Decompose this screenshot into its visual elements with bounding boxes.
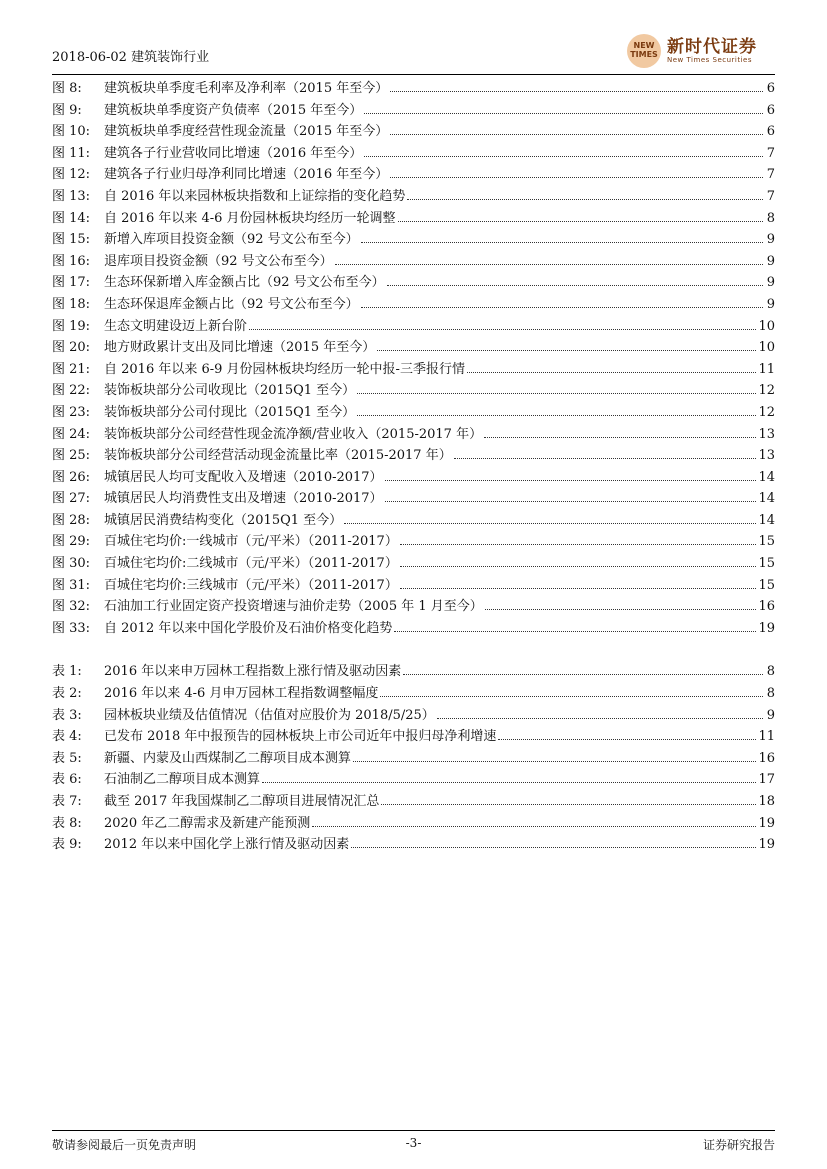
toc-entry-label: 图 30: — [52, 556, 91, 572]
toc-entry-label: 图 13: — [52, 188, 91, 204]
toc-leader-dots — [335, 264, 763, 265]
toc-figure-item[interactable] — [52, 272, 775, 294]
toc-entry-title: 装饰板块部分公司付现比（2015Q1 至今） — [104, 404, 356, 420]
toc-entry-page: 10 — [758, 340, 775, 356]
toc-entry-title: 装饰板块部分公司经营性现金流净额/营业收入（2015-2017 年） — [104, 426, 483, 442]
toc-entry-title: 装饰板块部分公司收现比（2015Q1 至今） — [104, 383, 356, 399]
toc-leader-dots — [485, 609, 757, 610]
toc-figure-item[interactable] — [52, 316, 775, 338]
toc-figure-item[interactable] — [52, 445, 775, 467]
toc-entry-page: 14 — [758, 469, 775, 485]
header-industry: 建筑装饰行业 — [131, 50, 210, 65]
toc-entry-title: 装饰板块部分公司经营活动现金流量比率（2015-2017 年） — [104, 448, 452, 464]
toc-figure-item[interactable] — [52, 575, 775, 597]
toc-figure-item[interactable] — [52, 186, 775, 208]
toc-leader-dots — [361, 307, 763, 308]
toc-entry-label: 图 14: — [52, 210, 91, 226]
toc-entry-title: 生态环保退库金额占比（92 号文公布至今） — [104, 296, 359, 312]
toc-entry-page: 12 — [758, 383, 775, 399]
toc-entry-title: 生态文明建设迈上新台阶 — [104, 318, 248, 334]
toc-leader-dots — [454, 458, 757, 459]
toc-entry-label: 图 22: — [52, 383, 91, 399]
toc-entry-label: 表 8: — [52, 815, 82, 831]
table-list — [52, 661, 775, 855]
toc-entry-page: 11 — [758, 729, 775, 745]
table-of-contents — [52, 78, 775, 856]
toc-figure-item[interactable] — [52, 424, 775, 446]
toc-entry-label: 图 29: — [52, 534, 91, 550]
toc-entry-page: 15 — [758, 577, 775, 593]
toc-entry-title: 建筑板块单季度经营性现金流量（2015 年至今） — [104, 124, 389, 140]
toc-entry-page: 14 — [758, 512, 775, 528]
toc-leader-dots — [498, 739, 756, 740]
toc-entry-page: 11 — [758, 361, 775, 377]
toc-entry-label: 表 4: — [52, 729, 82, 745]
footer-report-type: 证券研究报告 — [702, 1138, 775, 1152]
toc-entry-label: 图 25: — [52, 448, 91, 464]
toc-entry-page: 7 — [766, 145, 775, 161]
toc-figure-item[interactable] — [52, 553, 775, 575]
toc-entry-page: 9 — [766, 296, 775, 312]
toc-leader-dots — [390, 134, 763, 135]
toc-entry-page: 17 — [758, 772, 775, 788]
toc-figure-item[interactable] — [52, 164, 775, 186]
toc-entry-page: 8 — [766, 664, 775, 680]
toc-table-item[interactable] — [52, 748, 775, 770]
toc-table-item[interactable] — [52, 661, 775, 683]
toc-entry-title: 退库项目投资金额（92 号文公布至今） — [104, 253, 333, 269]
toc-figure-item[interactable] — [52, 294, 775, 316]
toc-figure-item[interactable] — [52, 380, 775, 402]
toc-entry-title: 园林板块业绩及估值情况（估值对应股价为 2018/5/25） — [104, 707, 435, 723]
page-number: -3- — [405, 1136, 422, 1150]
toc-entry-page: 15 — [758, 556, 775, 572]
toc-entry-title: 建筑板块单季度资产负债率（2015 年至今） — [104, 102, 363, 118]
toc-entry-title: 百城住宅均价:一线城市（元/平米）（2011-2017） — [104, 534, 398, 550]
toc-table-item[interactable] — [52, 726, 775, 748]
toc-entry-title: 2016 年以来申万园林工程指数上涨行情及驱动因素 — [104, 664, 402, 680]
company-logo — [627, 32, 775, 70]
toc-leader-dots — [437, 718, 763, 719]
toc-table-item[interactable] — [52, 705, 775, 727]
toc-entry-page: 6 — [766, 102, 775, 118]
toc-entry-page: 12 — [758, 404, 775, 420]
toc-leader-dots — [484, 437, 756, 438]
toc-entry-page: 8 — [766, 686, 775, 702]
toc-leader-dots — [394, 631, 756, 632]
toc-entry-title: 截至 2017 年我国煤制乙二醇项目进展情况汇总 — [104, 794, 380, 809]
toc-entry-page: 9 — [766, 232, 775, 248]
toc-leader-dots — [351, 847, 756, 848]
toc-entry-label: 表 7: — [52, 794, 82, 809]
toc-figure-item[interactable] — [52, 100, 775, 122]
toc-entry-label: 表 1: — [52, 664, 82, 680]
toc-entry-page: 10 — [758, 318, 775, 334]
toc-entry-title: 2016 年以来 4-6 月申万园林工程指数调整幅度 — [104, 686, 379, 702]
toc-table-item[interactable] — [52, 683, 775, 705]
toc-entry-label: 表 9: — [52, 837, 82, 853]
toc-entry-page: 7 — [766, 188, 775, 204]
toc-entry-title: 自 2016 年以来 4-6 月份园林板块均经历一轮调整 — [104, 210, 396, 226]
toc-leader-dots — [400, 544, 757, 545]
toc-leader-dots — [398, 221, 763, 222]
toc-entry-title: 已发布 2018 年中报预告的园林板块上市公司近年中报归母净利增速 — [104, 729, 497, 745]
toc-entry-title: 自 2016 年以来 6-9 月份园林板块均经历一轮中报-三季报行情 — [104, 361, 465, 377]
toc-entry-label: 图 16: — [52, 253, 91, 269]
toc-leader-dots — [357, 393, 756, 394]
toc-entry-label: 图 8: — [52, 81, 82, 96]
toc-table-item[interactable] — [52, 834, 775, 856]
toc-table-item[interactable] — [52, 769, 775, 791]
toc-leader-dots — [353, 761, 756, 762]
toc-entry-page: 13 — [758, 426, 775, 442]
toc-entry-label: 图 15: — [52, 232, 91, 248]
toc-leader-dots — [380, 696, 763, 697]
toc-entry-page: 9 — [766, 253, 775, 269]
toc-entry-title: 自 2016 年以来园林板块指数和上证综指的变化趋势 — [104, 188, 406, 204]
toc-entry-title: 城镇居民消费结构变化（2015Q1 至今） — [104, 512, 343, 528]
page-header — [52, 28, 775, 74]
toc-leader-dots — [364, 113, 763, 114]
toc-figure-item[interactable] — [52, 208, 775, 230]
toc-entry-title: 2012 年以来中国化学上涨行情及驱动因素 — [104, 837, 350, 853]
toc-entry-page: 19 — [758, 815, 775, 831]
toc-entry-title: 建筑板块单季度毛利率及净利率（2015 年至今） — [104, 81, 389, 96]
toc-figure-item[interactable] — [52, 78, 775, 100]
toc-leader-dots — [344, 523, 756, 524]
toc-entry-label: 图 20: — [52, 340, 91, 356]
section-gap — [52, 639, 775, 661]
toc-entry-label: 表 5: — [52, 750, 82, 766]
toc-leader-dots — [400, 566, 757, 567]
toc-entry-page: 18 — [758, 794, 775, 809]
toc-entry-page: 9 — [766, 275, 775, 291]
footer-disclaimer: 敬请参阅最后一页免责声明 — [52, 1138, 197, 1152]
toc-leader-dots — [249, 329, 756, 330]
toc-figure-item[interactable] — [52, 143, 775, 165]
toc-entry-label: 表 2: — [52, 686, 82, 702]
toc-entry-page: 7 — [766, 167, 775, 183]
toc-leader-dots — [467, 372, 757, 373]
toc-entry-page: 19 — [758, 837, 775, 853]
toc-entry-title: 百城住宅均价:三线城市（元/平米）（2011-2017） — [104, 577, 398, 593]
toc-leader-dots — [390, 177, 763, 178]
toc-entry-page: 16 — [758, 599, 775, 615]
toc-leader-dots — [262, 782, 756, 783]
toc-entry-title: 建筑各子行业营收同比增速（2016 年至今） — [104, 145, 363, 161]
footer-divider — [52, 1130, 775, 1131]
toc-leader-dots — [400, 588, 757, 589]
toc-leader-dots — [390, 91, 763, 92]
toc-leader-dots — [407, 199, 763, 200]
toc-entry-label: 图 10: — [52, 124, 91, 140]
toc-entry-label: 图 18: — [52, 296, 91, 312]
toc-table-item[interactable] — [52, 791, 775, 813]
toc-leader-dots — [385, 480, 757, 481]
toc-entry-label: 图 21: — [52, 361, 91, 377]
toc-leader-dots — [403, 674, 763, 675]
header-meta — [52, 46, 209, 65]
toc-figure-item[interactable] — [52, 359, 775, 381]
toc-entry-title: 新增入库项目投资金额（92 号文公布至今） — [104, 232, 359, 248]
toc-entry-label: 图 19: — [52, 318, 91, 334]
toc-table-item[interactable] — [52, 813, 775, 835]
toc-entry-label: 图 33: — [52, 620, 91, 636]
header-date: 2018-06-02 — [52, 50, 127, 65]
header-divider — [52, 74, 775, 75]
toc-entry-label: 图 28: — [52, 512, 91, 528]
toc-figure-item[interactable] — [52, 229, 775, 251]
logo-english-name: New Times Securities — [667, 56, 752, 64]
toc-entry-page: 15 — [758, 534, 775, 550]
toc-entry-label: 表 3: — [52, 707, 82, 723]
toc-entry-label: 图 11: — [52, 145, 91, 161]
toc-entry-page: 6 — [766, 124, 775, 140]
toc-figure-item[interactable] — [52, 618, 775, 640]
toc-figure-item[interactable] — [52, 251, 775, 273]
toc-entry-label: 表 6: — [52, 772, 82, 788]
toc-entry-page: 19 — [758, 620, 775, 636]
toc-entry-title: 石油制乙二醇项目成本测算 — [104, 772, 261, 788]
toc-leader-dots — [357, 415, 756, 416]
toc-entry-title: 生态环保新增入库金额占比（92 号文公布至今） — [104, 275, 385, 291]
toc-entry-title: 2020 年乙二醇需求及新建产能预测 — [104, 815, 311, 831]
toc-entry-label: 图 17: — [52, 275, 91, 291]
toc-figure-item[interactable] — [52, 488, 775, 510]
toc-entry-title: 自 2012 年以来中国化学股价及石油价格变化趋势 — [104, 620, 393, 636]
toc-figure-item[interactable] — [52, 531, 775, 553]
toc-leader-dots — [377, 350, 756, 351]
toc-entry-label: 图 24: — [52, 426, 91, 442]
toc-figure-item[interactable] — [52, 337, 775, 359]
toc-entry-label: 图 23: — [52, 404, 91, 420]
toc-figure-item[interactable] — [52, 510, 775, 532]
toc-entry-label: 图 31: — [52, 577, 91, 593]
toc-entry-title: 地方财政累计支出及同比增速（2015 年至今） — [104, 340, 376, 356]
toc-leader-dots — [385, 501, 757, 502]
toc-leader-dots — [312, 826, 756, 827]
toc-entry-title: 石油加工行业固定资产投资增速与油价走势（2005 年 1 月至今） — [104, 599, 483, 615]
figure-list — [52, 78, 775, 639]
toc-entry-label: 图 9: — [52, 102, 82, 118]
toc-entry-title: 新疆、内蒙及山西煤制乙二醇项目成本测算 — [104, 750, 352, 766]
page-footer — [52, 1136, 775, 1154]
toc-entry-title: 建筑各子行业归母净利同比增速（2016 年至今） — [104, 167, 389, 183]
toc-entry-label: 图 26: — [52, 469, 91, 485]
toc-entry-page: 9 — [766, 707, 775, 723]
toc-figure-item[interactable] — [52, 596, 775, 618]
toc-entry-title: 百城住宅均价:二线城市（元/平米）（2011-2017） — [104, 556, 398, 572]
toc-figure-item[interactable] — [52, 121, 775, 143]
logo-mark-icon: NEW TIMES — [627, 34, 661, 68]
toc-leader-dots — [361, 242, 763, 243]
toc-entry-page: 13 — [758, 448, 775, 464]
toc-entry-label: 图 27: — [52, 491, 91, 507]
toc-entry-title: 城镇居民人均可支配收入及增速（2010-2017） — [104, 469, 383, 485]
toc-figure-item[interactable] — [52, 402, 775, 424]
toc-figure-item[interactable] — [52, 467, 775, 489]
logo-chinese-name: 新时代证券 — [667, 37, 757, 57]
toc-entry-label: 图 12: — [52, 167, 91, 183]
toc-entry-page: 6 — [766, 81, 775, 96]
toc-entry-page: 14 — [758, 491, 775, 507]
toc-entry-page: 8 — [766, 210, 775, 226]
toc-entry-title: 城镇居民人均消费性支出及增速（2010-2017） — [104, 491, 383, 507]
toc-leader-dots — [381, 804, 756, 805]
toc-leader-dots — [387, 285, 763, 286]
toc-entry-label: 图 32: — [52, 599, 91, 615]
toc-leader-dots — [364, 156, 763, 157]
toc-entry-page: 16 — [758, 750, 775, 766]
